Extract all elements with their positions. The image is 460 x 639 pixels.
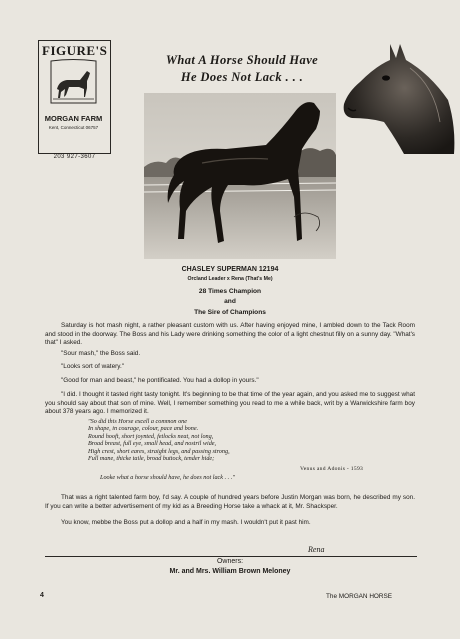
- owners-names: Mr. and Mrs. William Brown Meloney: [169, 568, 291, 575]
- poem-line: High crest, short eares, straight legs, and passing strong,: [88, 447, 230, 455]
- poem-line: Full mane, thicke taile, broad buttock, tender hide;: [88, 455, 215, 463]
- paragraph-7: You know, mebbe the Boss put a dollop and a half in my mash. I wouldn't put it past him.: [61, 519, 311, 526]
- poem-quote: [88, 418, 388, 462]
- horse-pedigree: Orcland Leader x Rena (That's Me): [187, 276, 273, 282]
- paragraph-6: That was a right talented farm boy, I'd say. A couple of hundred years before Justin Morgan was born, he described my son. If you can write a better advertisement of my kid as a Breeding Horse take a whack at it, Mr. Shacksper.: [45, 494, 415, 510]
- logo-phone: 203 927-3607: [53, 154, 96, 160]
- poem-last-line: Looke what a horse should have, he does not lack . . .": [100, 474, 235, 481]
- poem-line: In shape, in courage, colour, pace and bone.: [88, 425, 199, 433]
- poem-line: "So did this Horse excell a common one: [88, 418, 187, 425]
- title-line-1: What A Horse Should Have: [165, 53, 319, 67]
- signature: Rena: [308, 545, 325, 554]
- title-line-2: He Does Not Lack . . .: [180, 70, 304, 84]
- paragraph-1: Saturday is hot mash night, a rather pleasant custom with us. After having enjoyed mine, I ambled down to the Tack Room and stood in the doorway. The Boss and his Lady were drinking something the color of a light chestnut filly on a sunny day. "What's that" I asked.: [45, 322, 415, 347]
- poem-citation: Venus and Adonis - 1593: [300, 466, 364, 472]
- divider: [45, 556, 417, 557]
- farm-logo: [38, 40, 111, 160]
- sire-line: The Sire of Champions: [194, 309, 266, 316]
- horse-name: CHASLEY SUPERMAN 12194: [181, 266, 279, 273]
- paragraph-5: "I did. I thought it tasted right tasty tonight. It's beginning to be that time of the year again, and you asked me to suggest what you should say about that son of mine. Well, I remember something you read to me a while back, writ by a Warwickshire farm boy about 378 years ago. I memorized it.: [45, 391, 415, 416]
- owners-label: Owners:: [216, 558, 244, 565]
- logo-farm-name: MORGAN FARM: [44, 114, 103, 123]
- poem-line: Round hooft, short joynted, fetlocks neat, not long,: [88, 432, 214, 440]
- horse-emblem-icon: [47, 59, 100, 109]
- horse-photo: [144, 93, 336, 259]
- paragraph-4: "Good for man and beast," he pontificated. You had a dollop in yours.": [61, 377, 259, 384]
- champion-and: and: [224, 298, 236, 305]
- ad-title: [122, 52, 362, 86]
- paragraph-3: "Looks sort of watery.": [61, 363, 125, 370]
- magazine-name: The MORGAN HORSE: [326, 593, 393, 600]
- logo-address: Kent, Connecticut 06757: [48, 125, 99, 130]
- champion-line: 28 Times Champion: [198, 288, 262, 295]
- poem-line: Broad breast, full eye, small head, and nostril wide,: [88, 440, 217, 448]
- logo-name: FIGURE'S: [42, 43, 108, 58]
- horse-head-sketch: [338, 38, 456, 158]
- page-number: 4: [40, 592, 44, 599]
- paragraph-2: "Sour mash," the Boss said.: [61, 350, 141, 357]
